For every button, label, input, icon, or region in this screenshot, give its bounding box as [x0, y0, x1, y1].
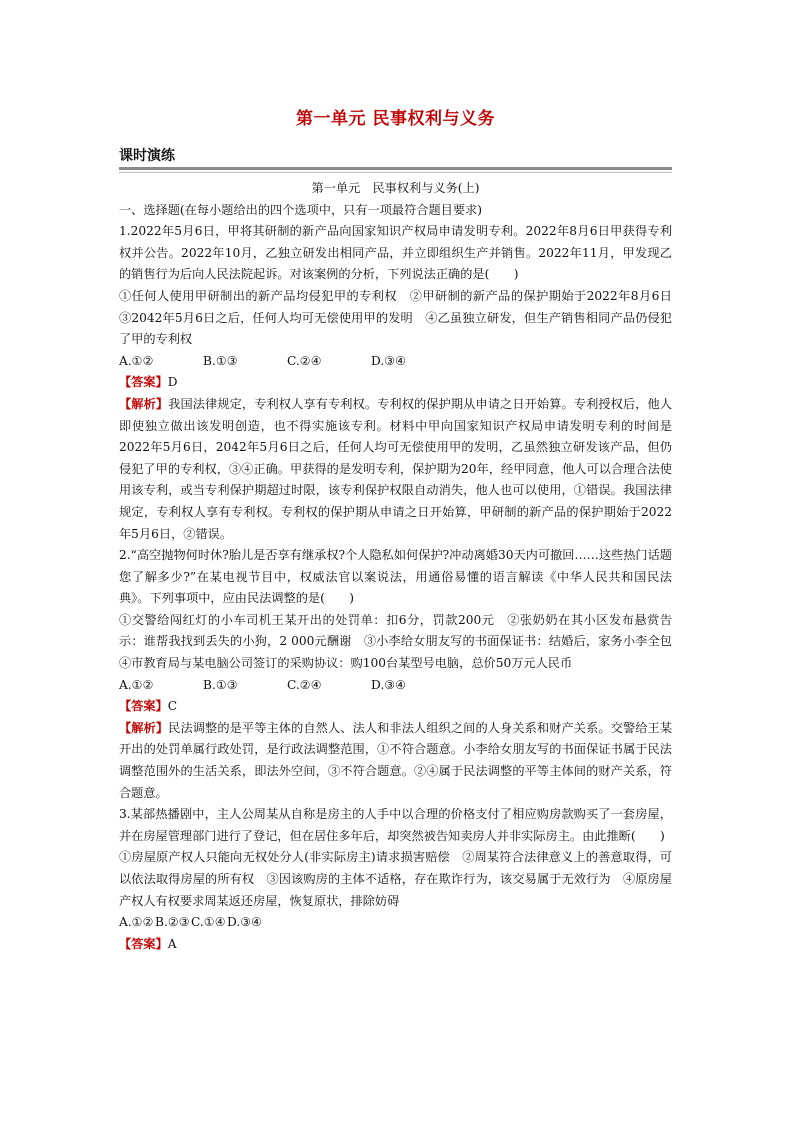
option-b: B.①③ — [203, 677, 238, 692]
question-2-stem: 2.“高空抛物何时休?胎儿是否享有继承权?个人隐私如何保护?冲动离婚30天内可撤回……这些热门话题您了解多少?”在某电视节目中，权威法官以案说法，用通俗易懂的语言解读《中华人民共和国民法典》。下列事项中，应由民法调整的是( ) — [119, 548, 672, 606]
question-3-options — [119, 912, 672, 934]
analysis-label: 【解析】 — [119, 720, 169, 735]
question-1-analysis — [119, 394, 672, 545]
option-a: A.①② — [119, 915, 154, 930]
option-a: A.①② — [119, 353, 154, 368]
option-c: C.②④ — [287, 353, 322, 368]
option-b: B.②③ — [155, 915, 190, 930]
option-d: D.③④ — [371, 353, 407, 368]
analysis-text: 我国法律规定，专利权人享有专利权。专利权的保护期从申请之日开始算。专利授权后，他人即使独立做出该发明创造，也不得实施该专利。材料中甲向国家知识产权局申请发明专利的时间是2022年5月6日，2042年5月6日之后，任何人均可无偿使用甲的发明，乙虽然独立研发该产品，但仍侵犯了甲的专利权，③④正确。甲获得的是发明专利，保护期为20年，经甲同意，他人可以合理合法使用该专利，或当专利保护期超过时限，该专利保护权限自动消失，他人也可以使用，①错误。我国法律规定，专利权人享有专利权。专利权的保护期从申请之日开始算，甲研制的新产品的保护期始于2022年5月6日，②错误。 — [119, 396, 673, 541]
question-1-stem: 1.2022年5月6日，甲将其研制的新产品向国家知识产权局申请发明专利。2022年8月6日甲获得专利权并公告。2022年10月，乙独立研发出相同产品，并立即组织生产并销售。2022年11月，甲发现乙的销售行为后向人民法院起诉。对该案例的分析，下列说法正确的是( ) — [119, 224, 672, 282]
exercise-content — [119, 178, 685, 955]
question-2-answer — [119, 696, 672, 718]
question-1-answer — [119, 372, 672, 394]
option-c: C.②④ — [287, 677, 322, 692]
answer-label: 【答案】 — [119, 699, 168, 714]
option-c: C.①④ — [191, 915, 226, 930]
question-2-options — [119, 675, 672, 697]
question-3-stem: 3.某部热播剧中，主人公周某从自称是房主的人手中以合理的价格支付了相应购房款购买了一套房屋，并在房屋管理部门进行了登记，但在居住多年后，却突然被告知卖房人并非实际房主。由此推断( ) — [119, 807, 672, 843]
analysis-text: 民法调整的是平等主体的自然人、法人和非法人组织之间的人身关系和财产关系。交警给王某开出的处罚单属行政处罚，是行政法调整范围，①不符合题意。小李给女朋友写的书面保证书属于民法调整范围外的生活关系，即法外空间，③不符合题意。②④属于民法调整的平等主体间的财产关系，符合题意。 — [119, 720, 673, 800]
analysis-label: 【解析】 — [119, 396, 169, 411]
question-3-answer — [119, 934, 672, 956]
exercise-subtitle: 第一单元 民事权利与义务(上) — [311, 181, 480, 195]
option-d: D.③④ — [227, 915, 263, 930]
answer-label: 【答案】 — [119, 936, 168, 951]
question-2-analysis — [119, 718, 672, 804]
question-1-options — [119, 351, 672, 373]
answer-value: C — [167, 699, 178, 714]
answer-label: 【答案】 — [119, 375, 168, 390]
question-1-items: ①任何人使用甲研制出的新产品均侵犯甲的专利权 ②甲研制的新产品的保护期始于2022年8月6日 ③2042年5月6日之后，任何人均可无偿使用甲的发明 ④乙虽独立研发，但生产销售相同产品仍侵犯了甲的专利权 — [119, 288, 685, 347]
heading-rule-thin — [119, 172, 672, 173]
heading-rule-thick — [119, 167, 672, 170]
answer-value: D — [167, 375, 178, 390]
question-2-items: ①交警给闯红灯的小车司机王某开出的处罚单：扣6分，罚款200元 ②张奶奶在其小区发布悬赏告示：谁帮我找到丢失的小狗，2 000元酬谢 ③小李给女朋友写的书面保证书：结婚后，家务小李全包 ④市教育局与某电脑公司签订的采购协议：购100台某型号电脑，总价50万元人民币 — [119, 612, 685, 671]
unit-title: 第一单元 民事权利与义务 — [296, 109, 495, 129]
option-b: B.①③ — [203, 353, 238, 368]
question-3-items: ①房屋原产权人只能向无权处分人(非实际房主)请求损害赔偿 ②周某符合法律意义上的善意取得，可以依法取得房屋的所有权 ③因该购房的主体不适格，存在欺诈行为，该交易属于无效行为 ④原房屋产权人有权要求周某返还房屋，恢复原状，排除妨碍 — [119, 850, 672, 908]
instruction-text: 一、选择题(在每小题给出的四个选项中，只有一项最符合题目要求) — [119, 202, 482, 217]
option-a: A.①② — [119, 677, 154, 692]
option-d: D.③④ — [371, 677, 407, 692]
section-heading: 课时演练 — [119, 148, 175, 164]
answer-value: A — [167, 936, 177, 951]
